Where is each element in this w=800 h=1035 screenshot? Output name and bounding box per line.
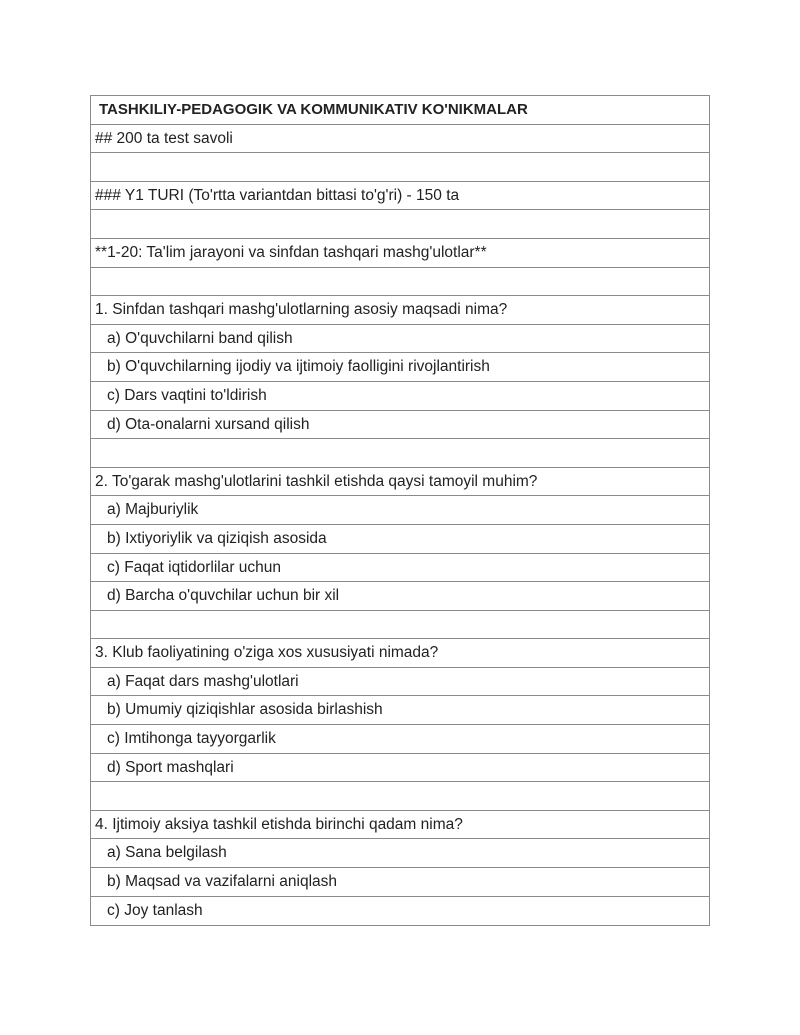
document-subtitle: ## 200 ta test savoli [91, 125, 709, 154]
answer-option: b) Ixtiyoriylik va qiziqish asosida [91, 525, 709, 554]
question-text: 2. To'garak mashg'ulotlarini tashkil etishda qaysi tamoyil muhim? [91, 468, 709, 497]
empty-row [91, 210, 709, 239]
answer-option: c) Joy tanlash [107, 901, 203, 919]
answer-option: a) Faqat dars mashg'ulotlari [91, 668, 709, 697]
question-text: 3. Klub faoliyatining o'ziga xos xususiyati nimada? [91, 639, 709, 668]
section-heading: **1-20: Ta'lim jarayoni va sinfdan tashqari mashg'ulotlar** [91, 239, 709, 268]
empty-row [91, 611, 709, 640]
answer-option: a) O'quvchilarni band qilish [91, 325, 709, 354]
answer-option: c) Dars vaqtini to'ldirish [91, 382, 709, 411]
document-table [90, 95, 710, 926]
empty-row [91, 268, 709, 297]
answer-option: d) Sport mashqlari [91, 754, 709, 783]
answer-option: d) Barcha o'quvchilar uchun bir xil [91, 582, 709, 611]
empty-row [91, 782, 709, 811]
answer-option: b) Umumiy qiziqishlar asosida birlashish [91, 696, 709, 725]
empty-row [91, 153, 709, 182]
answer-option: a) Sana belgilash [91, 839, 709, 868]
answer-option: b) O'quvchilarning ijodiy va ijtimoiy faolligini rivojlantirish [91, 353, 709, 382]
answer-option: a) Majburiylik [91, 496, 709, 525]
question-text: 4. Ijtimoiy aksiya tashkil etishda birinchi qadam nima? [91, 811, 709, 840]
answer-option: c) Faqat iqtidorlilar uchun [91, 554, 709, 583]
question-text: 1. Sinfdan tashqari mashg'ulotlarning asosiy maqsadi nima? [91, 296, 709, 325]
answer-option: d) Ota-onalarni xursand qilish [91, 411, 709, 440]
answer-option: c) Imtihonga tayyorgarlik [91, 725, 709, 754]
empty-row [91, 439, 709, 468]
document-title: TASHKILIY-PEDAGOGIK VA KOMMUNIKATIV KO'NIKMALAR [91, 96, 709, 125]
answer-option: b) Maqsad va vazifalarni aniqlash [91, 868, 709, 897]
type-heading: ### Y1 TURI (To'rtta variantdan bittasi to'g'ri) - 150 ta [91, 182, 709, 211]
